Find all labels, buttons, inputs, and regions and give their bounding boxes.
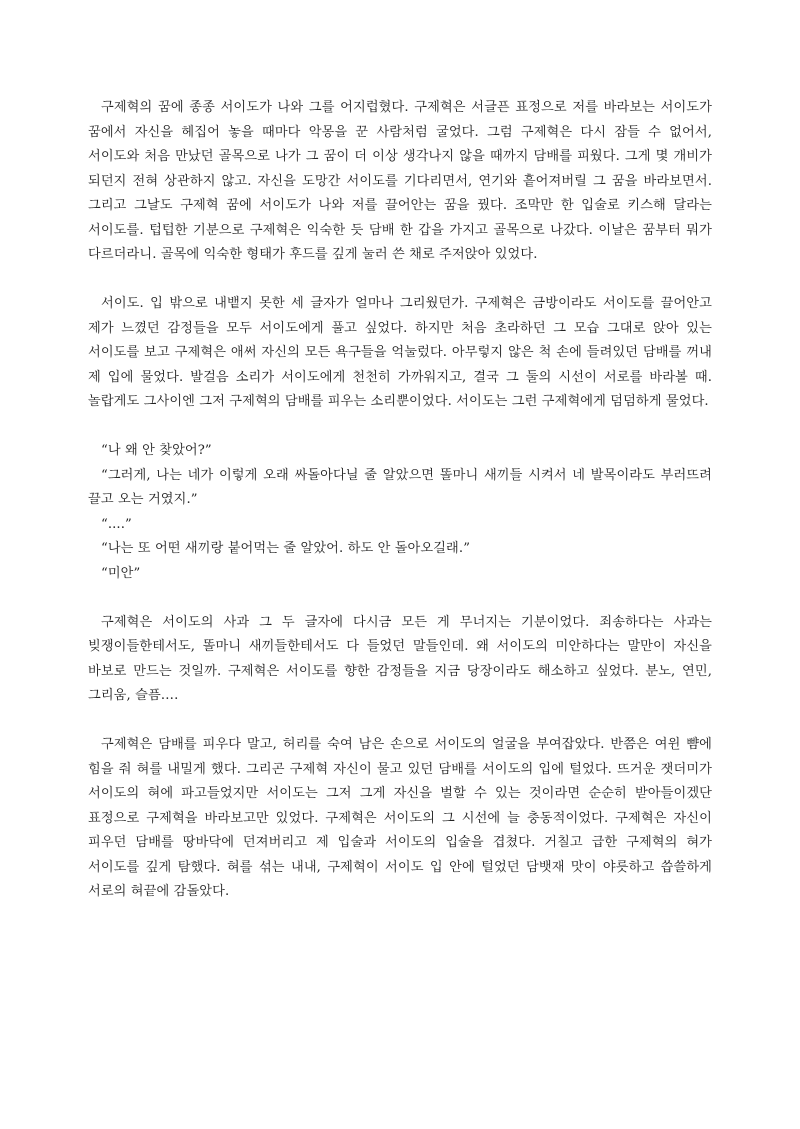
paragraph-1: 구제혁의 꿈에 종종 서이도가 나와 그를 어지럽혔다. 구제혁은 서글픈 표정으로 저를 바라보는 서이도가 꿈에서 자신을 헤집어 놓을 때마다 악몽을 꾼 사람처럼 굴었다. 그럼 구제혁은 다시 잠들 수 없어서, 서이도와 처음 만났던 골목으로 나가 그 꿈이 더 이상 생각나지 않을 때까지 담배를 피웠다. 그게 몇 개비가 되던지 전혀 상관하지 않고. 자신을 도망간 서이도를 기다리면서, 연기와 흩어져버릴 그 꿈을 바라보면서. 그리고 그날도 구제혁 꿈에 서이도가 나와 저를 끌어안는 꿈을 꿨다. 조막만 한 입술로 키스해 달라는 서이도를. 텁텁한 기분으로 구제혁은 익숙한 듯 담배 한 갑을 가지고 골목으로 나갔다. 이날은 꿈부터 뭐가 다르더라니. 골목에 익숙한 형태가 후드를 깊게 눌러 쓴 채로 주저앉아 있었다. bbox=[88, 100, 712, 262]
dialogue-line-5: “미안” bbox=[101, 565, 141, 581]
paragraph-3: 구제혁은 서이도의 사과 그 두 글자에 다시금 모든 게 무너지는 기분이었다. 죄송하다는 사과는 빚쟁이들한테서도, 똘마니 새끼들한테서도 다 들었던 말들인데. 왜 서이도의 미안하다는 말만이 자신을 바보로 만드는 것일까. 구제혁은 서이도를 향한 감정들을 지금 당장이라도 해소하고 싶었다. 분노, 연민, 그리움, 슬픔…. bbox=[88, 614, 712, 703]
paragraph-4: 구제혁은 담배를 피우다 말고, 허리를 숙여 남은 손으로 서이도의 얼굴을 부여잡았다. 반쯤은 여윈 뺨에 힘을 줘 혀를 내밀게 했다. 그리곤 구제혁 자신이 물고 있던 담배를 서이도의 입에 털었다. 뜨거운 잿더미가 서이도의 혀에 파고들었지만 서이도는 그저 그게 자신을 벌할 수 있는 것이라면 순순히 받아들이겠단 표정으로 구제혁을 바라보고만 있었다. 구제혁은 서이도의 그 시선에 늘 충동적이었다. 구제혁은 자신이 피우던 담배를 땅바닥에 던져버리고 제 입술과 서이도의 입술을 겹쳤다. 거칠고 급한 구제혁의 혀가 서이도를 깊게 탐했다. 혀를 섞는 내내, 구제혁이 서이도 입 안에 털었던 담뱃재 맛이 야릇하고 씁쓸하게 서로의 혀끝에 감돌았다. bbox=[88, 737, 712, 899]
dialogue-line-3: “....” bbox=[101, 516, 132, 532]
dialogue-line-1: “나 왜 안 찾았어?” bbox=[101, 443, 212, 458]
dialogue-line-2: “그러게, 나는 네가 이렇게 오래 싸돌아다닐 줄 알았으면 똘마니 새끼들 시켜서 네 발목이라도 부러뜨려 끌고 오는 거였지.” bbox=[88, 467, 712, 507]
paragraph-2: 서이도. 입 밖으로 내뱉지 못한 세 글자가 얼마나 그리웠던가. 구제혁은 금방이라도 서이도를 끌어안고 제가 느꼈던 감정들을 모두 서이도에게 풀고 싶었다. 하지만 처음 초라하던 그 모습 그대로 앉아 있는 서이도를 보고 구제혁은 애써 자신의 모든 욕구들을 억눌렀다. 아무렇지 않은 척 손에 들려있던 담배를 꺼내 제 입에 물었다. 발걸음 소리가 서이도에게 천천히 가까워지고, 결국 그 둘의 시선이 서로를 바라볼 때. 놀랍게도 그사이엔 그저 구제혁의 담배를 피우는 소리뿐이었다. 서이도는 그런 구제혁에게 덤덤하게 물었다. bbox=[88, 296, 712, 409]
dialogue-block bbox=[88, 439, 712, 586]
document-body bbox=[88, 96, 712, 929]
dialogue-line-4: “나는 또 어떤 새끼랑 붙어먹는 줄 알았어. 하도 안 돌아오길래.” bbox=[101, 541, 471, 556]
